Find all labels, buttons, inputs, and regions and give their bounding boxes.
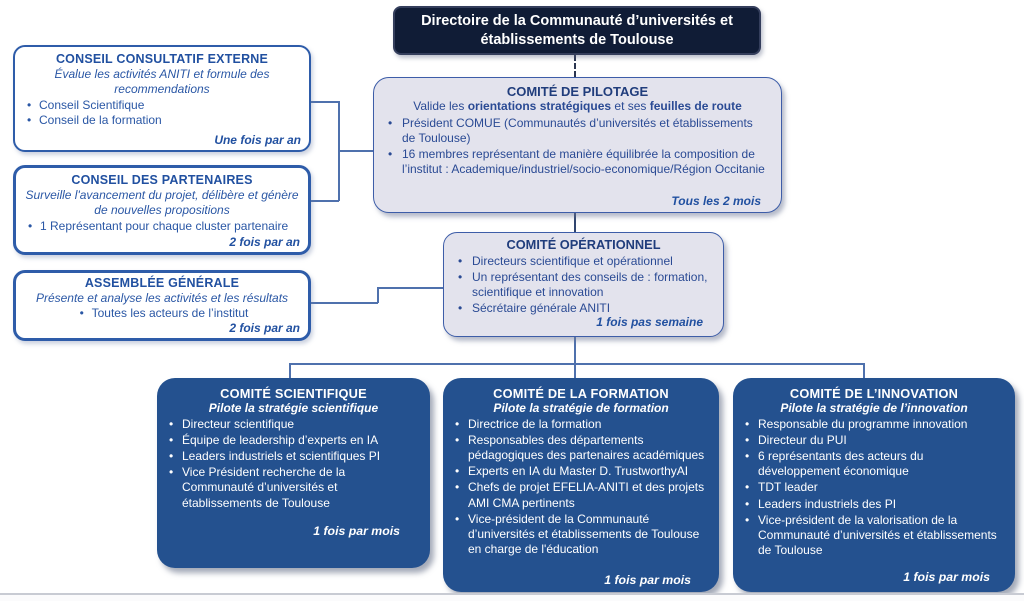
list-item: • Équipe de leadership d’experts en IA: [167, 433, 420, 448]
box-title: COMITÉ DE LA FORMATION: [493, 386, 669, 401]
box-title: CONSEIL CONSULTATIF EXTERNE: [55, 52, 269, 66]
frequency-label: 1 fois par mois: [903, 570, 990, 584]
comite-scientifique-box: [157, 378, 430, 568]
box-list: [456, 254, 711, 316]
frequency-label: 1 fois pas semaine: [596, 315, 703, 330]
connector-drop-innovation: [863, 363, 865, 379]
list-item: • Responsable du programme innovation: [743, 417, 1005, 432]
assemblee-generale-box: [13, 270, 311, 341]
box-title: COMITÉ SCIENTIFIQUE: [220, 386, 367, 401]
box-list: [453, 417, 709, 557]
subtitle-text: et ses: [611, 99, 650, 113]
comite-innovation-box: [733, 378, 1015, 592]
frequency-label: 1 fois par mois: [604, 573, 691, 587]
list-item: • Vice Président recherche de la Communauté d’universités et établissements de Toulouse: [167, 465, 420, 510]
list-item: • Experts en IA du Master D. TrustworthyAI: [453, 464, 709, 479]
conseil-des-partenaires-box: [13, 165, 311, 255]
list-item: • Conseil de la formation: [23, 113, 301, 128]
box-title: COMITÉ OPÉRATIONNEL: [506, 237, 661, 252]
conseil-consultatif-externe-box: [13, 45, 311, 152]
connector-ag-vertical: [377, 287, 379, 303]
connector-drop-formation: [574, 363, 576, 379]
list-item: • Directeur scientifique: [167, 417, 420, 432]
box-subtitle: Pilote la stratégie scientifique: [208, 401, 379, 415]
list-item: • 6 représentants des acteurs du développement économique: [743, 449, 1005, 479]
box-description: Présente et analyse les activités et les résultats: [35, 291, 289, 305]
list-item: • 1 Représentant pour chaque cluster partenaire: [24, 219, 300, 234]
box-list: [23, 98, 301, 128]
box-title: ASSEMBLÉE GÉNÉRALE: [84, 276, 240, 290]
frequency-label: 2 fois par an: [229, 321, 300, 335]
list-item: • Un représentant des conseils de : formation, scientifique et innovation: [456, 270, 711, 300]
box-list: [24, 306, 300, 321]
list-item: • Directeur du PUI: [743, 433, 1005, 448]
connector-committees-horizontal: [289, 363, 865, 365]
list-item: • Conseil Scientifique: [23, 98, 301, 113]
connector-directoire-pilotage: [574, 55, 576, 77]
comite-operationnel-box: [443, 232, 724, 337]
box-description: Évalue les activités ANITI et formule des recommendations: [54, 67, 270, 96]
list-item: • Leaders industriels des PI: [743, 497, 1005, 512]
frequency-label: 2 fois par an: [229, 235, 300, 249]
box-subtitle: Pilote la stratégie de l’innovation: [780, 401, 968, 415]
box-list: [386, 116, 769, 177]
list-item: • Responsables des départements pédagogiques des partenaires académiques: [453, 433, 709, 463]
list-item: • 16 membres représentant de manière équilibrée la composition de l’institut : Academique/industriel/socio-economique/Région Occitanie: [386, 147, 769, 177]
connector-drop-scientifique: [289, 363, 291, 379]
subtitle-bold: orientations stratégiques: [467, 99, 612, 113]
directoire-box: [393, 6, 761, 55]
list-item: • Toutes les acteurs de l’institut: [76, 306, 249, 321]
connector-bracket-to-pilotage: [338, 150, 373, 152]
connector-ag-to-operationnel: [377, 287, 443, 289]
comite-pilotage-box: [373, 77, 782, 213]
connector-ag-horizontal: [311, 302, 378, 304]
list-item: • Directrice de la formation: [453, 417, 709, 432]
list-item: • Chefs de projet EFELIA-ANITI et des projets AMI CMA pertinents: [453, 480, 709, 510]
list-item: • Vice-président de la valorisation de la Communauté d’universités et établissements de Toulouse: [743, 513, 1005, 558]
list-item: • TDT leader: [743, 480, 1005, 495]
list-item: • Vice-président de la Communauté d’universités et établissements de Toulouse en charge de l'éducation: [453, 512, 709, 557]
subtitle-bold: feuilles de route: [649, 99, 742, 113]
box-title: COMITÉ DE PILOTAGE: [506, 84, 649, 99]
box-title: CONSEIL DES PARTENAIRES: [71, 173, 253, 187]
list-item: • Sécrétaire générale ANITI: [456, 301, 711, 316]
connector-cce-horizontal: [311, 101, 339, 103]
box-list: [743, 417, 1005, 558]
box-list: [167, 417, 420, 511]
list-item: • Président COMUE (Communautés d’universités et établissements de Toulouse): [386, 116, 769, 146]
connector-pilotage-operationnel: [574, 213, 576, 232]
list-item: • Leaders industriels et scientifiques PI: [167, 449, 420, 464]
subtitle-text: Valide les: [413, 99, 468, 113]
frequency-label: Tous les 2 mois: [671, 194, 761, 208]
box-title: COMITÉ DE L’INNOVATION: [789, 386, 959, 401]
frequency-label: 1 fois par mois: [313, 524, 400, 538]
box-description: Surveille l'avancement du projet, délibère et génère de nouvelles propositions: [25, 188, 299, 217]
box-subtitle: [386, 99, 769, 114]
box-list: [24, 219, 300, 234]
box-subtitle: Pilote la stratégie de formation: [493, 401, 669, 415]
directoire-title: Directoire de la Communauté d’universités et établissements de Toulouse: [421, 12, 733, 48]
connector-cdp-horizontal: [311, 200, 339, 202]
frequency-label: Une fois par an: [214, 133, 301, 147]
connector-operationnel-drop: [574, 337, 576, 364]
comite-formation-box: [443, 378, 719, 592]
slide-bottom-border: [0, 593, 1024, 601]
list-item: • Directeurs scientifique et opérationnel: [456, 254, 711, 269]
